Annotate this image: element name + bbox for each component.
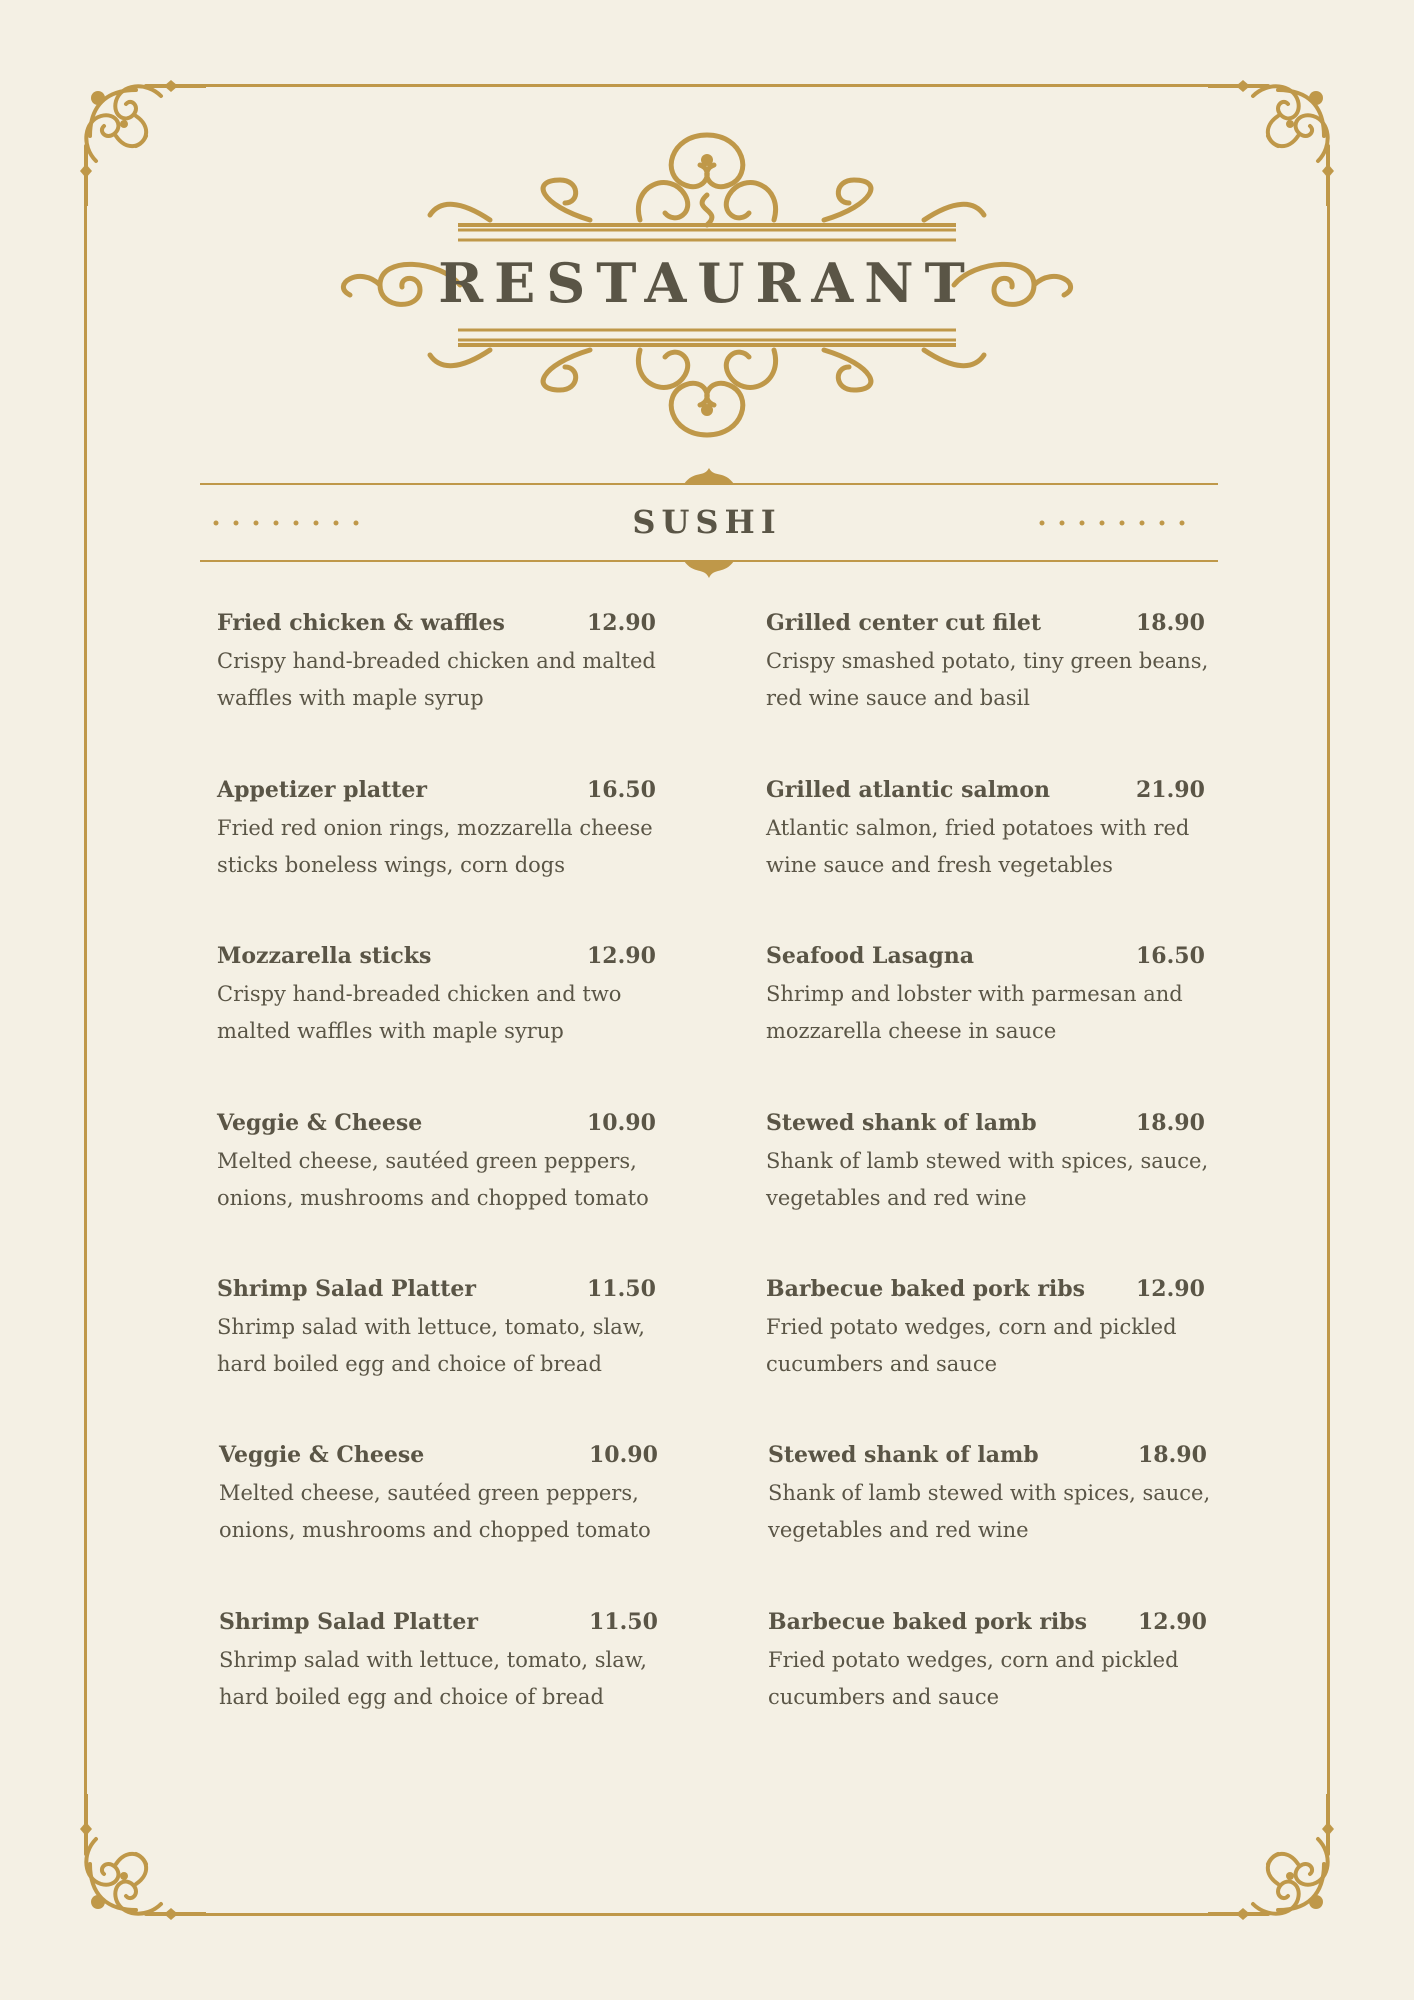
menu-item-price: 10.90 (587, 1110, 656, 1136)
menu-item-name: Veggie & Cheese (219, 1442, 425, 1468)
menu-item-price: 12.90 (587, 610, 656, 636)
corner-ornament-bottom-left (76, 1794, 206, 1924)
menu-item-name: Shrimp Salad Platter (219, 1609, 479, 1635)
menu-item-description: Melted cheese, sautéed green peppers, onions, mushrooms and chopped tomato (217, 1149, 649, 1210)
menu-item-description: Shrimp and lobster with parmesan and mozzarella cheese in sauce (766, 982, 1183, 1043)
menu-item-price: 16.50 (1136, 943, 1205, 969)
corner-ornament-top-right (1208, 76, 1338, 206)
menu-item-name: Stewed shank of lamb (768, 1442, 1039, 1468)
menu-item-name: Grilled center cut filet (766, 610, 1042, 636)
menu-item-description: Fried potato wedges, corn and pickled cucumbers and sauce (766, 1315, 1177, 1376)
menu-item-description: Crispy smashed potato, tiny green beans, red wine sauce and basil (766, 649, 1209, 710)
menu-item-name: Mozzarella sticks (217, 943, 432, 969)
menu-item-price: 12.90 (1138, 1609, 1207, 1635)
menu-item-price: 12.90 (1136, 1276, 1205, 1302)
corner-ornament-bottom-right (1208, 1794, 1338, 1924)
menu-item-name: Appetizer platter (217, 777, 427, 803)
menu-item-description: Melted cheese, sautéed green peppers, onions, mushrooms and chopped tomato (219, 1481, 651, 1542)
menu-item-name: Grilled atlantic salmon (766, 777, 1051, 803)
menu-item-description: Shrimp salad with lettuce, tomato, slaw, hard boiled egg and choice of bread (219, 1648, 647, 1709)
menu-item-name: Stewed shank of lamb (766, 1110, 1037, 1136)
menu-item-price: 18.90 (1136, 610, 1205, 636)
menu-item-name: Seafood Lasagna (766, 943, 974, 969)
menu-item-price: 11.50 (589, 1609, 658, 1635)
menu-item-price: 11.50 (587, 1276, 656, 1302)
menu-item-name: Veggie & Cheese (217, 1110, 423, 1136)
menu-item-price: 16.50 (587, 777, 656, 803)
menu-item-description: Crispy hand-breaded chicken and malted waffles with maple syrup (217, 649, 656, 710)
menu-item-name: Fried chicken & waffles (217, 610, 505, 636)
menu-item-name: Barbecue baked pork ribs (768, 1609, 1088, 1635)
section-title: SUSHI (632, 503, 782, 541)
menu-item-price: 10.90 (589, 1442, 658, 1468)
menu-item-description: Fried potato wedges, corn and pickled cucumbers and sauce (768, 1648, 1179, 1709)
menu-item-price: 18.90 (1136, 1110, 1205, 1136)
corner-ornament-top-left (76, 76, 206, 206)
menu-item-name: Shrimp Salad Platter (217, 1276, 477, 1302)
menu-item-price: 21.90 (1136, 777, 1205, 803)
menu-item-price: 18.90 (1138, 1442, 1207, 1468)
menu-item-description: Shank of lamb stewed with spices, sauce, vegetables and red wine (768, 1481, 1211, 1542)
menu-item-name: Barbecue baked pork ribs (766, 1276, 1086, 1302)
menu-item-description: Atlantic salmon, fried potatoes with red wine sauce and fresh vegetables (766, 816, 1190, 877)
menu-item-description: Shank of lamb stewed with spices, sauce, vegetables and red wine (766, 1149, 1209, 1210)
menu-item-description: Crispy hand-breaded chicken and two malted waffles with maple syrup (217, 982, 622, 1043)
menu-item-description: Shrimp salad with lettuce, tomato, slaw, hard boiled egg and choice of bread (217, 1315, 645, 1376)
menu-item-description: Fried red onion rings, mozzarella cheese sticks boneless wings, corn dogs (217, 816, 653, 877)
restaurant-title: RESTAURANT (438, 251, 976, 315)
menu-item-price: 12.90 (587, 943, 656, 969)
